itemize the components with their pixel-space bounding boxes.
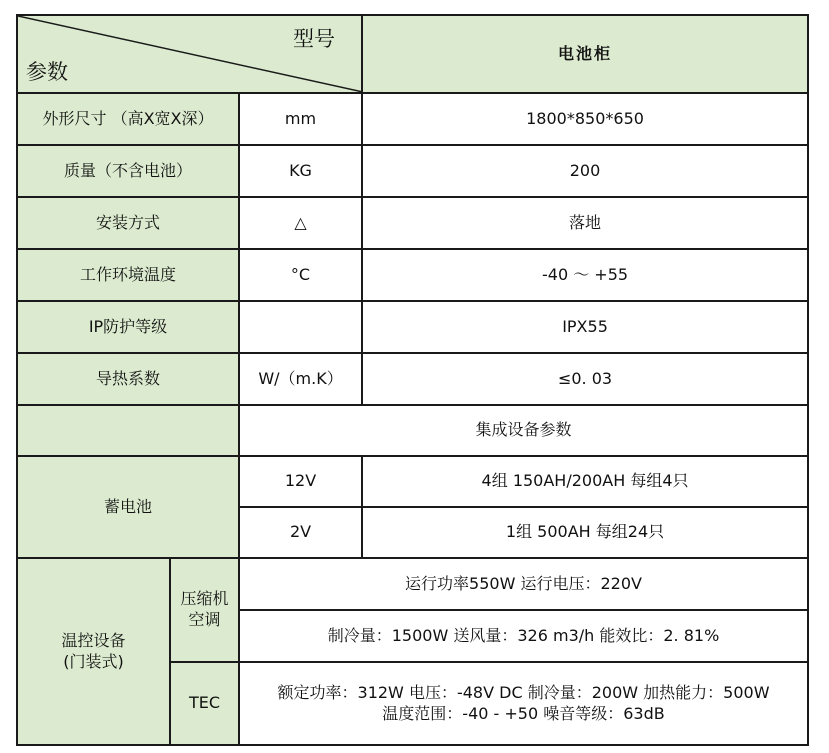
- product-title: 电池柜: [362, 15, 808, 93]
- ac-value-2: 制冷量：1500W 送风量：326 m3/h 能效比：2. 81%: [239, 610, 808, 662]
- battery-2v-voltage: 2V: [239, 507, 362, 558]
- install-unit: △: [239, 197, 362, 249]
- ac-label: [170, 558, 239, 662]
- table-row: [17, 301, 808, 353]
- weight-unit: KG: [239, 145, 362, 197]
- tec-value-line1: 额定功率：312W 电压：-48V DC 制冷量：200W 加热能力：500W: [277, 682, 770, 702]
- battery-12v-value: 4组 150AH/200AH 每组4只: [362, 456, 808, 507]
- battery-12v-voltage: 12V: [239, 456, 362, 507]
- temp-control-label: [17, 558, 170, 745]
- ac-value-1: 运行功率550W 运行电压：220V: [239, 558, 808, 610]
- thermal-label: 导热系数: [17, 353, 239, 405]
- temperature-unit: °C: [239, 249, 362, 301]
- tec-label: TEC: [170, 662, 239, 745]
- tec-value: [239, 662, 808, 745]
- table-row: [17, 405, 808, 456]
- dimensions-label: 外形尺寸 （高X宽X深）: [17, 93, 239, 145]
- ip-label: IP防护等级: [17, 301, 239, 353]
- weight-value: 200: [362, 145, 808, 197]
- table-row: [17, 249, 808, 301]
- tec-value-line2: 温度范围：-40 - +50 噪音等级：63dB: [382, 703, 665, 723]
- ip-value: IPX55: [362, 301, 808, 353]
- weight-label: 质量（不含电池）: [17, 145, 239, 197]
- model-label: 型号: [293, 27, 336, 51]
- table-row: [17, 93, 808, 145]
- table-row: [17, 456, 808, 507]
- table-row: [17, 197, 808, 249]
- table-row: [17, 558, 808, 610]
- temp-control-label-line2: (门装式): [63, 651, 124, 671]
- temp-control-label-line1: 温控设备: [61, 630, 126, 650]
- ac-label-line2: 空调: [188, 610, 221, 629]
- install-label: 安装方式: [17, 197, 239, 249]
- temperature-label: 工作环境温度: [17, 249, 239, 301]
- battery-label: 蓄电池: [17, 456, 239, 558]
- param-label: 参数: [26, 59, 68, 84]
- dimensions-unit: mm: [239, 93, 362, 145]
- dimensions-value: 1800*850*650: [362, 93, 808, 145]
- table-row: [17, 145, 808, 197]
- integrated-label: [17, 405, 239, 456]
- thermal-value: ≤0. 03: [362, 353, 808, 405]
- ac-label-line1: 压缩机: [180, 589, 229, 609]
- thermal-unit: W/（m.K）: [239, 353, 362, 405]
- temperature-value: -40 ～ +55: [362, 249, 808, 301]
- spec-table: [16, 14, 809, 746]
- ip-unit: [239, 301, 362, 353]
- battery-2v-value: 1组 500AH 每组24只: [362, 507, 808, 558]
- header-corner-cell: [17, 15, 362, 93]
- integrated-title: 集成设备参数: [239, 405, 808, 456]
- table-row: [17, 353, 808, 405]
- install-value: 落地: [362, 197, 808, 249]
